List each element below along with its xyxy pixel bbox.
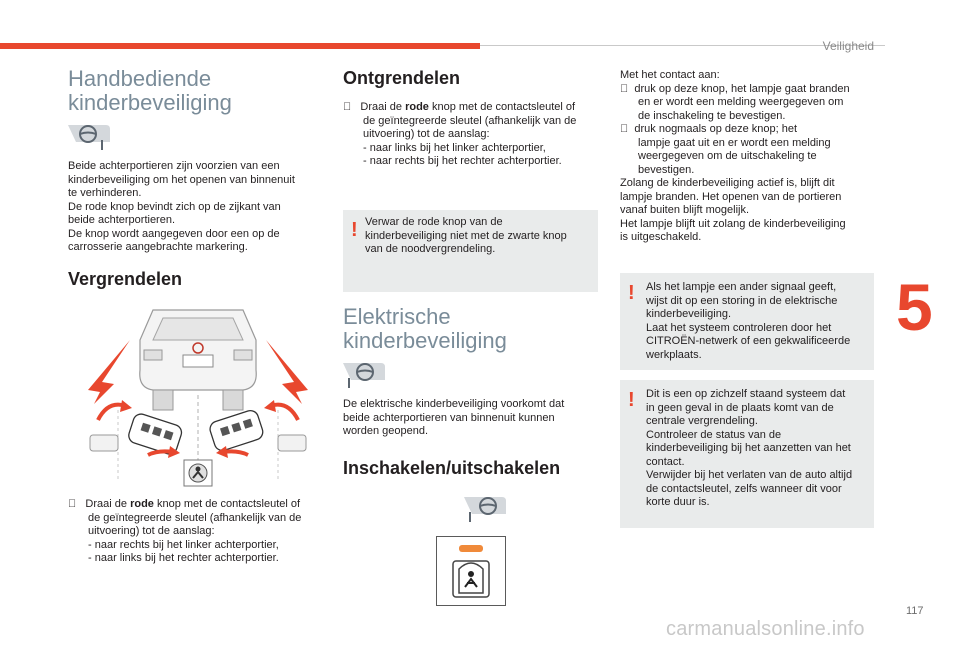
text-line: beide achterportieren van binnenuit kunnen — [343, 411, 555, 424]
child-lock-icon — [437, 537, 505, 605]
text-line: De elektrische kinderbeveiliging voorkomt dat — [343, 398, 565, 410]
col1-heading — [68, 67, 328, 115]
fault-note — [620, 273, 874, 370]
text-line: de contactsleutel, zelfs wanneer dit voor — [646, 482, 842, 495]
text-line: centrale vergrendeling. — [646, 415, 758, 427]
text-line: de geïntegreerde sleutel (afhankelijk van de — [363, 114, 577, 127]
text-run: Draai de — [352, 101, 397, 113]
heading-line: kinderbeveiliging — [68, 90, 232, 115]
text-line: te verhinderen. — [68, 187, 142, 199]
child-lock-button-panel — [436, 536, 506, 606]
text-line: Controleer de status van de — [646, 428, 782, 441]
text-line: de geïntegreerde sleutel (afhankelijk van de — [88, 511, 302, 524]
sub-item: - naar rechts bij het rechter achterportier. — [363, 155, 562, 167]
unlock-heading: Ontgrendelen — [343, 68, 461, 88]
text-line: CITROËN-netwerk of een gekwalificeerde — [646, 335, 851, 347]
text-line: kinderbeveiliging. — [646, 308, 731, 320]
text-line: uitvoering) tot de aanslag: — [88, 525, 215, 537]
warning-note — [343, 210, 598, 292]
system-note-text — [620, 380, 874, 518]
unlock-step-first — [343, 101, 601, 115]
text-run: knop met de contactsleutel of — [420, 101, 567, 113]
sub-item: - naar links bij het rechter achterportier. — [88, 552, 279, 564]
text-line: korte duur is. — [646, 496, 710, 508]
text-line: lampje branden. Het openen van de portieren — [620, 190, 842, 203]
col1-intro — [68, 160, 330, 255]
text-line: weergegeven om de uitschakeling te — [638, 150, 817, 162]
sub-item: - naar rechts bij het linker achterportier, — [88, 538, 279, 551]
section-title: Veiligheid — [822, 39, 874, 53]
header-accent-bar — [0, 43, 480, 49]
text-line: Verwijder bij het verlaten van de auto altijd — [646, 469, 853, 481]
warning-icon: ! — [628, 282, 635, 304]
text-line: beide achterportieren. — [68, 214, 176, 226]
lock-step-first — [68, 498, 333, 512]
sub-item: - naar links bij het linker achterportier, — [363, 141, 546, 154]
col3-text — [620, 69, 880, 245]
text-line: is uitgeschakeld. — [620, 231, 702, 243]
text-line: Met het contact aan: — [620, 69, 720, 81]
electric-heading — [343, 305, 603, 353]
text-line: Laat het systeem controleren door het — [646, 321, 832, 334]
text-line: werkplaats. — [646, 348, 702, 361]
text-run: druk nogmaals op deze knop; het — [626, 123, 789, 135]
fault-note-text — [620, 273, 874, 370]
text-run: knop met de contactsleutel of — [145, 498, 292, 510]
bullet-icon — [620, 123, 628, 135]
text-line: Zolang de kinderbeveiliging actief is, blijft dit — [620, 177, 835, 189]
warning-icon: ! — [351, 219, 358, 241]
chapter-number: 5 — [896, 270, 933, 344]
text-line: van de noodvergrendeling. — [365, 243, 496, 255]
text-line: bevestigen. — [638, 163, 695, 176]
bullet-item — [620, 123, 880, 137]
text-bold: rode — [121, 498, 146, 510]
text-line: contact. — [646, 455, 685, 468]
text-line: de inschakeling te bevestigen. — [638, 109, 786, 122]
bullet-icon — [68, 498, 76, 510]
text-line: carrosserie aangebrachte markering. — [68, 241, 248, 253]
electric-text — [343, 398, 603, 439]
text-line: kinderbeveiliging bij het aanzetten van het — [646, 442, 851, 454]
steering-wheel-icon — [66, 122, 112, 152]
watermark: carmanualsonline.info — [666, 618, 865, 640]
child-lock-illustration — [78, 300, 318, 490]
warning-icon: ! — [628, 389, 635, 411]
text-line: uitvoering) tot de aanslag: — [363, 128, 490, 140]
text-line: Als het lampje een ander signaal geeft, — [646, 281, 837, 293]
text-line: Het lampje blijft uit zolang de kinderbeveiliging — [620, 217, 846, 230]
text-line: wijst dit op een storing in de elektrische — [646, 294, 838, 307]
text-bold: rode — [396, 101, 421, 113]
text-line: De rode knop bevindt zich op de zijkant van — [68, 200, 281, 213]
text-line: vanaf buiten blijft mogelijk. — [620, 204, 750, 216]
text-line: Beide achterportieren zijn voorzien van een — [68, 160, 280, 172]
system-note — [620, 380, 874, 528]
text-run: druk op deze knop, het lampje gaat branden — [626, 82, 842, 95]
heading-line: kinderbeveiliging — [343, 328, 507, 353]
warning-text — [343, 210, 598, 265]
text-line: Dit is een op zichzelf staand systeem dat — [646, 388, 846, 400]
toggle-heading: Inschakelen/uitschakelen — [343, 458, 561, 478]
steering-wheel-icon — [462, 494, 508, 524]
bullet-item — [620, 83, 880, 97]
text-line: in geen geval in de plaats komt van de — [646, 401, 834, 414]
text-line: en er wordt een melding weergegeven om — [638, 96, 844, 108]
text-line: De knop wordt aangegeven door een op de — [68, 227, 280, 240]
text-line: kinderbeveiliging niet met de zwarte knop — [365, 229, 567, 242]
text-line: kinderbeveiliging om het openen van binnenuit — [68, 173, 295, 186]
bullet-icon — [620, 83, 628, 95]
text-line: Verwar de rode knop van de — [365, 216, 503, 228]
bullet-icon — [343, 101, 351, 113]
lock-heading: Vergrendelen — [68, 269, 183, 289]
steering-wheel-icon — [341, 360, 387, 390]
page-number: 117 — [906, 605, 924, 617]
text-line: lampje gaat uit en er wordt een melding — [638, 136, 831, 149]
text-line: worden geopend. — [343, 425, 429, 437]
heading-line: Elektrische — [343, 304, 451, 329]
lock-step — [68, 498, 333, 566]
unlock-step — [343, 101, 601, 169]
text-run: Draai de — [77, 498, 122, 510]
heading-line: Handbediende — [68, 66, 212, 91]
